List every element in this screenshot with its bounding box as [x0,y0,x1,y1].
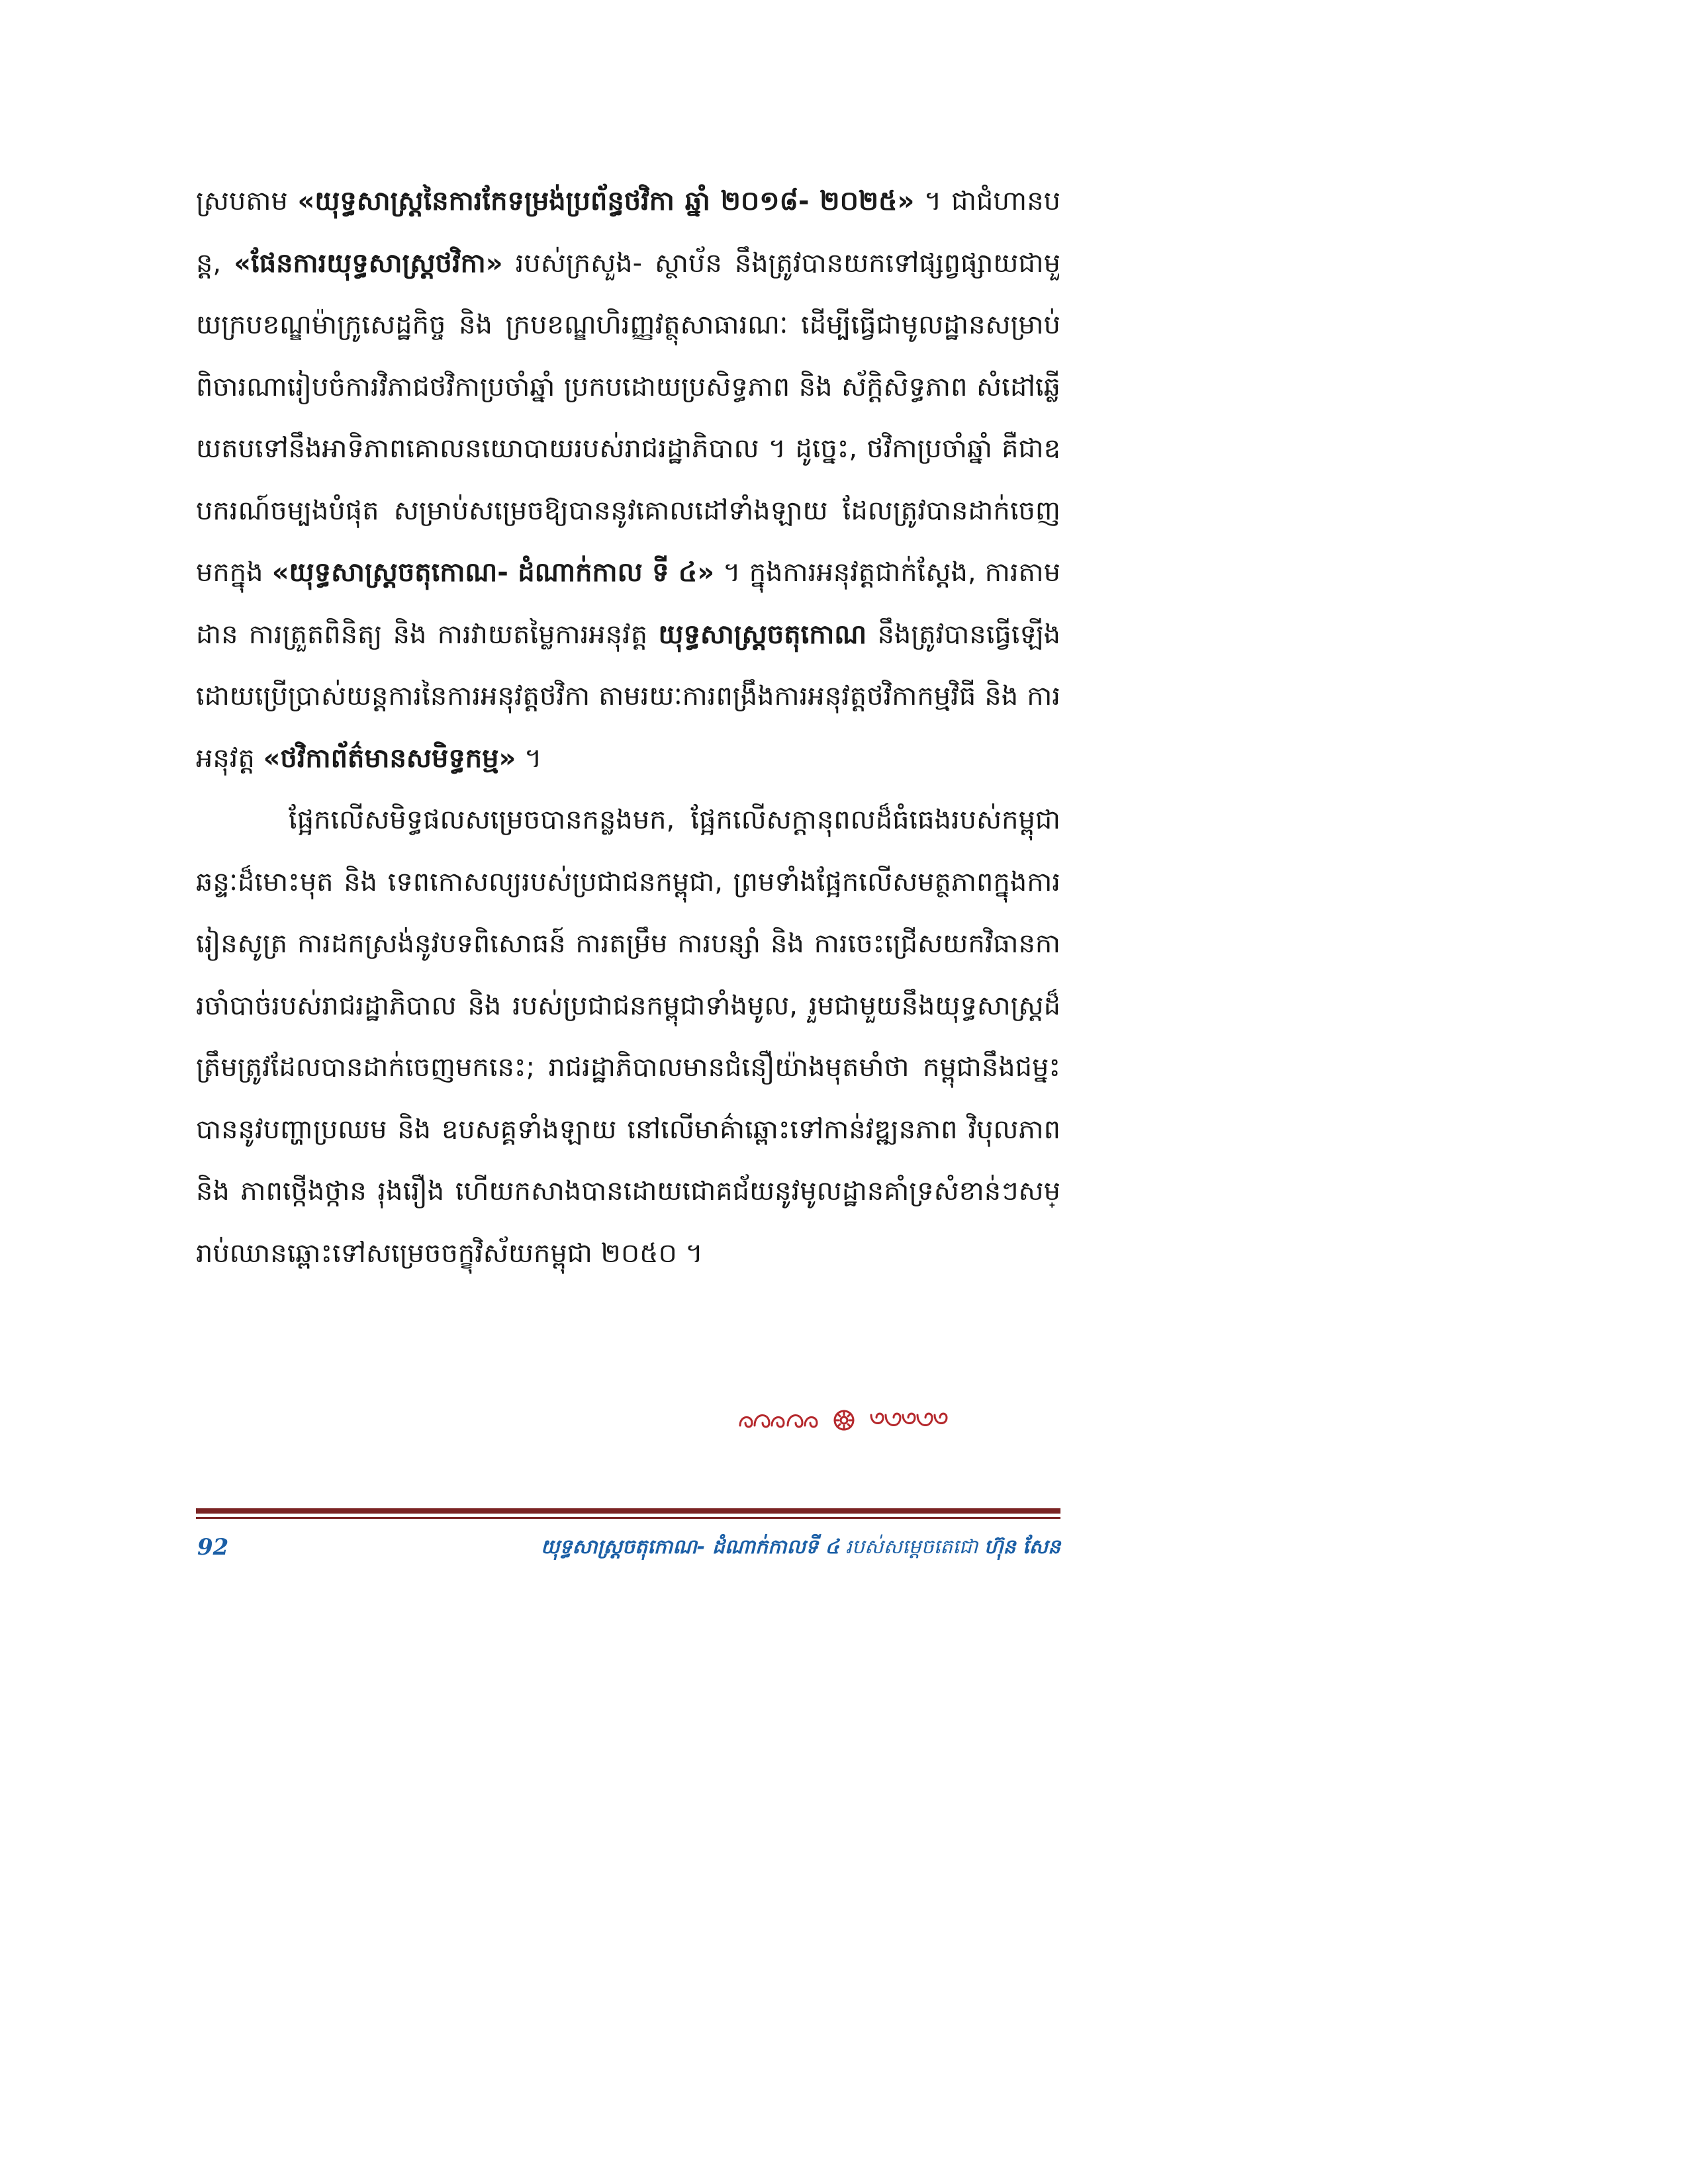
footer-rule-thick [196,1508,1060,1514]
footer-title-name: ហ៊ុន សែន [984,1535,1060,1559]
footer-title-middle: របស់សម្តេចតេជោ [839,1535,984,1559]
running-footer-title [541,1534,1060,1563]
text-run: របស់ក្រសួង- ស្ថាប័ន នឹងត្រូវបានយកទៅផ្សព្វផ្សាយជាមួយក្របខណ្ឌម៉ាក្រូសេដ្ឋកិច្ច និង ក្របខណ្ឌហិរញ្ញវត្ថុសាធារណៈ ដើម្បីធ្វើជាមូលដ្ឋានសម្រាប់ពិចារណារៀបចំការវិភាជថវិកាប្រចាំឆ្នាំ ប្រកបដោយប្រសិទ្ធភាព និង ស័ក្តិសិទ្ធភាព សំដៅឆ្លើយតបទៅនឹងអាទិភាពគោលនយោបាយរបស់រាជរដ្ឋាភិបាល ។ ដូច្នេះ, ថវិកាប្រចាំឆ្នាំ គឺជាឧបករណ៍ចម្បងបំផុត សម្រាប់សម្រេចឱ្យបាននូវគោលដៅទាំងឡាយ ដែលត្រូវបានដាក់ចេញមកក្នុង [196,248,1060,588]
footer-title-bold: យុទ្ធសាស្ត្រចតុកោណ- ដំណាក់កាលទី ៤ [540,1535,839,1559]
footer-rule-thin [196,1517,1060,1519]
text-run: ។ [516,743,542,774]
bold-phrase: «ថវិកាព័ត៌មានសមិទ្ធកម្ម» [263,743,516,774]
paragraph-1 [196,171,1060,790]
text-run: ។ ជាជំហានបន្ត, [196,186,1060,279]
body-text [196,171,1060,1285]
bold-phrase: «ផែនការយុទ្ធសាស្ត្រថវិកា» [234,248,503,279]
decorative-divider-ornament-icon [735,1403,953,1436]
bold-phrase: «យុទ្ធសាស្ត្រនៃការកែទម្រង់ប្រព័ន្ធថវិកា ឆ្នាំ ២០១៨- ២០២៥» [297,186,915,216]
bold-phrase: «យុទ្ធសាស្ត្រចតុកោណ- ដំណាក់កាល ទី ៤» [271,557,715,588]
bold-phrase: យុទ្ធសាស្ត្រចតុកោណ [658,619,867,650]
text-run: នឹងត្រូវបានធ្វើឡើង ដោយប្រើប្រាស់យន្តការនៃការអនុវត្តថវិកា តាមរយៈការពង្រឹងការអនុវត្តថវិកាកម្មវិធី និង ការអនុវត្ត [196,619,1061,774]
ornament-divider-icon [0,1403,1688,1443]
text-run: ។ ក្នុងការអនុវត្តជាក់ស្តែង, ការតាមដាន ការត្រួតពិនិត្យ និង ការវាយតម្លៃការអនុវត្ត [196,557,1061,650]
paragraph-2: ផ្អែកលើសមិទ្ធផលសម្រេចបានកន្លងមក, ផ្អែកលើសក្តានុពលដ៏ធំធេងរបស់កម្ពុជា ឆន្ទៈដ៏មោះមុត និង ទេពកោសល្យរបស់ប្រជាជនកម្ពុជា, ព្រមទាំងផ្អែកលើសមត្ថភាពក្នុងការរៀនសូត្រ ការដកស្រង់នូវបទពិសោធន៍ ការតម្រឹម ការបន្សាំ និង ការចេះជ្រើសយកវិធានការចាំបាច់របស់រាជរដ្ឋាភិបាល និង របស់ប្រជាជនកម្ពុជាទាំងមូល, រួមជាមួយនឹងយុទ្ធសាស្ត្រដ៏ត្រឹមត្រូវដែលបានដាក់ចេញមកនេះ; រាជរដ្ឋាភិបាលមានជំនឿយ៉ាងមុតមាំថា កម្ពុជានឹងជម្នះបាននូវបញ្ហាប្រឈម និង ឧបសគ្គទាំងឡាយ នៅលើមាគ៌ាឆ្ពោះទៅកាន់វឌ្ឍនភាព វិបុលភាព និង ភាពថ្កើងថ្កាន រុងរឿង ហើយកសាងបានដោយជោគជ័យនូវមូលដ្ឋានគាំទ្រសំខាន់ៗសម្រាប់ឈានឆ្ពោះទៅសម្រេចចក្ខុវិស័យកម្ពុជា ២០៥០ ។ [196,805,1060,1269]
page-number: 92 [197,1534,229,1561]
text-run: ស្របតាម [196,186,298,216]
